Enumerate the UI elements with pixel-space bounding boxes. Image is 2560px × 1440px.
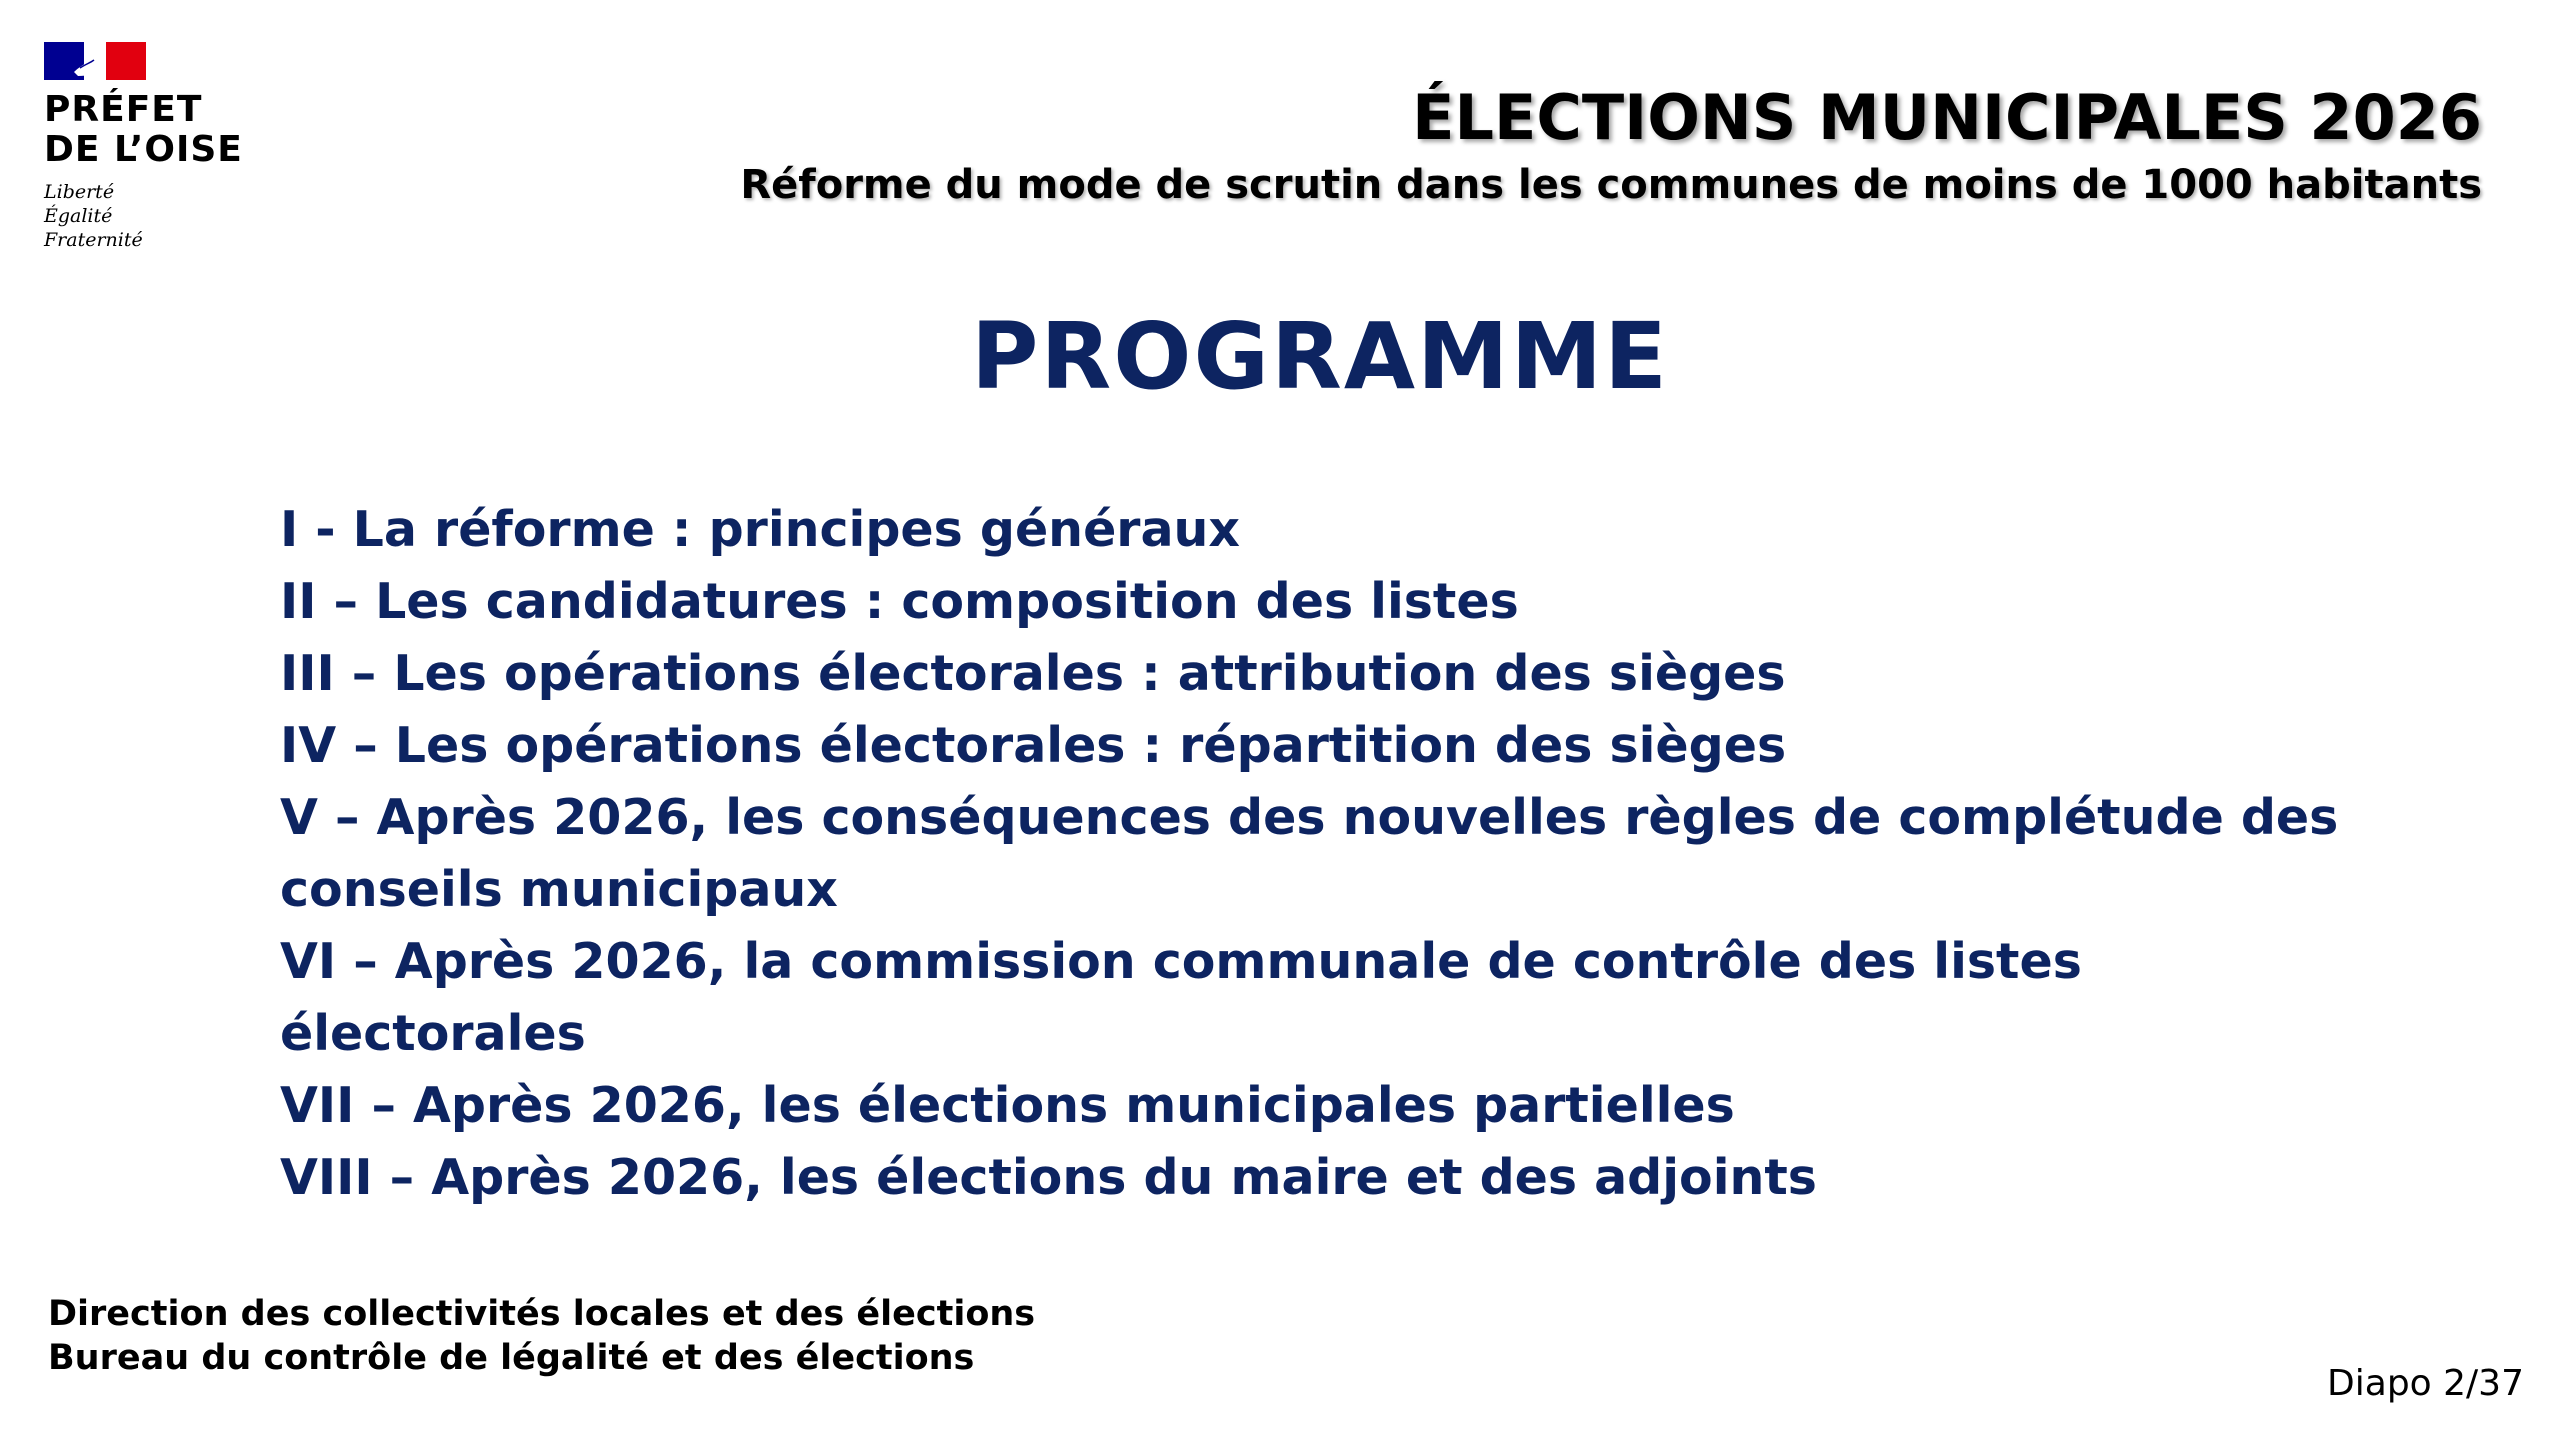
program-item-7: VII – Après 2026, les élections municipales partielles: [280, 1077, 1735, 1134]
program-item-4: IV – Les opérations électorales : répartition des sièges: [280, 717, 1787, 774]
program-item-3: III – Les opérations électorales : attribution des sièges: [280, 645, 1786, 702]
program-item-6: VI – Après 2026, la commission communale de contrôle des listes électorales: [280, 933, 2082, 1062]
slide-header: [740, 80, 2482, 210]
prefecture-name: [44, 90, 264, 170]
marianne-flag-icon: [44, 42, 146, 80]
header-subtitle: Réforme du mode de scrutin dans les communes de moins de 1000 habitants: [740, 162, 2482, 208]
program-list: [280, 494, 2380, 1214]
footer-direction: Direction des collectivités locales et des élections: [48, 1294, 1036, 1334]
motto-liberte: Liberté: [44, 181, 115, 203]
footer-bureau: Bureau du contrôle de légalité et des élections: [48, 1338, 975, 1378]
prefecture-logo: [44, 42, 264, 252]
motto-fraternite: Fraternité: [44, 229, 143, 251]
program-item-5: V – Après 2026, les conséquences des nouvelles règles de complétude des conseils municipaux: [280, 789, 2339, 918]
republic-motto: [44, 180, 264, 252]
program-item-1: I - La réforme : principes généraux: [280, 501, 1241, 558]
prefecture-name-line1: PRÉFET: [44, 89, 203, 130]
prefecture-name-line2: DE L’OISE: [44, 129, 243, 170]
program-item-2: II – Les candidatures : composition des listes: [280, 573, 1519, 630]
slide-number: Diapo 2/37: [2327, 1363, 2524, 1404]
header-title: ÉLECTIONS MUNICIPALES 2026: [1412, 81, 2482, 154]
motto-egalite: Égalité: [44, 205, 113, 227]
program-item-8: VIII – Après 2026, les élections du maire et des adjoints: [280, 1149, 1817, 1206]
program-title: PROGRAMME: [971, 303, 1669, 410]
slide-footer: [48, 1292, 1035, 1380]
